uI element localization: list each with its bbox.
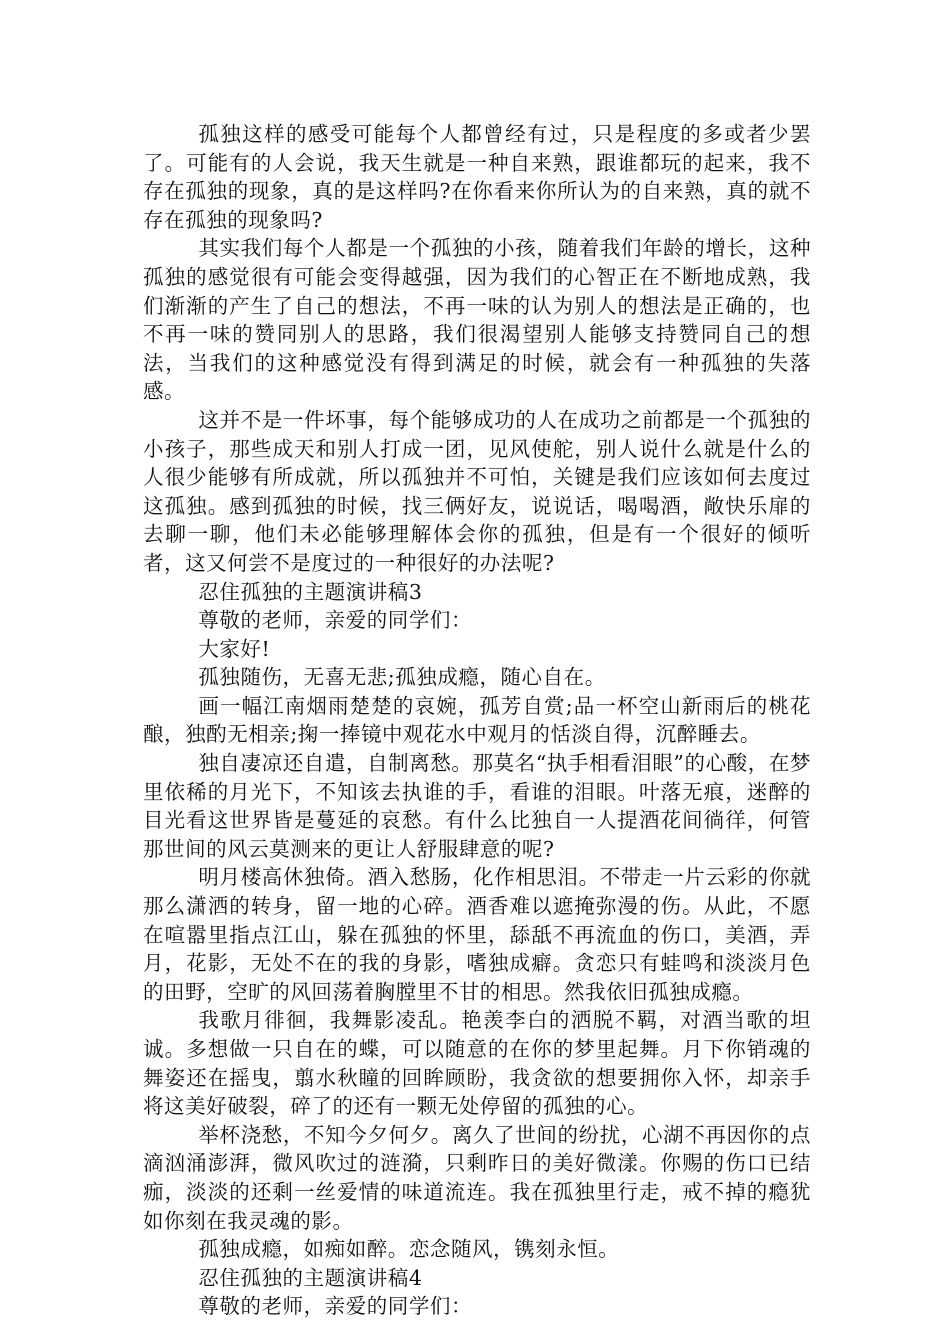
paragraph: 举杯浇愁，不知今夕何夕。离久了世间的纷扰，心湖不再因你的点滴汹涌澎湃，微风吹过的涟漪，只剩昨日的美好微漾。你赐的伤口已结痂，淡淡的还剩一丝爱情的味道流连。我在孤独里行走，戒不掉的瘾犹如你刻在我灵魂的影。 — [143, 1122, 811, 1233]
paragraph: 孤独随伤，无喜无悲;孤独成瘾，随心自在。 — [198, 665, 606, 690]
paragraph: 孤独这样的感受可能每个人都曾经有过，只是程度的多或者少罢了。可能有的人会说，我天生就是一种自来熟，跟谁都玩的起来，我不存在孤独的现象，真的是这样吗?在你看来你所认为的自来熟，真的就不存在孤独的现象吗? — [143, 122, 811, 232]
paragraph: 画一幅江南烟雨楚楚的哀婉，孤芳自赏;品一杯空山新雨后的桃花酿，独酌无相亲;掬一捧镜中观花水中观月的恬淡自得，沉醉睡去。 — [143, 693, 811, 747]
paragraph: 独自凄凉还自遣，自制离愁。那莫名“执手相看泪眼”的心酸，在梦里依稀的月光下，不知该去执谁的手，看谁的泪眼。叶落无痕，迷醉的目光看这世界皆是蔓延的哀愁。有什么比独自一人提酒花间徜徉，何管那世间的风云莫测来的更让人舒服肆意的呢? — [143, 751, 811, 861]
paragraph: 孤独成瘾，如痴如醉。恋念随风，镌刻永恒。 — [198, 1237, 620, 1262]
document-body — [143, 120, 811, 1321]
paragraph: 明月楼高休独倚。酒入愁肠，化作相思泪。不带走一片云彩的你就那么潇洒的转身，留一地的心碎。酒香难以遮掩弥漫的伤。从此，不愿在喧嚣里指点江山，躲在孤独的怀里，舔舐不再流血的伤口，美酒，弄月，花影，无处不在的我的身影，嗜独成癖。贪恋只有蛙鸣和淡淡月色的田野，空旷的风回荡着胸膛里不甘的相思。然我依旧孤独成瘾。 — [143, 865, 811, 1004]
salutation: 尊敬的老师，亲爱的同学们： — [198, 1294, 472, 1319]
speech-title: 忍住孤独的主题演讲稿3 — [198, 579, 423, 604]
paragraph: 我歌月徘徊，我舞影凌乱。艳羡李白的洒脱不羁，对酒当歌的坦诚。多想做一只自在的蝶，可以随意的在你的梦里起舞。月下你销魂的舞姿还在摇曳，翦水秋瞳的回眸顾盼，我贪欲的想要拥你入怀，却亲手将这美好破裂，碎了的还有一颗无处停留的孤独的心。 — [143, 1008, 811, 1119]
paragraph: 这并不是一件坏事，每个能够成功的人在成功之前都是一个孤独的小孩子，那些成天和别人打成一团，见风使舵，别人说什么就是什么的人很少能够有所成就，所以孤独并不可怕，关键是我们应该如何去度过这孤独。感到孤独的时候，找三俩好友，说说话，喝喝酒，敞快乐扉的去聊一聊，他们未必能够理解体会你的孤独，但是有一个很好的倾听者，这又何尝不是度过的一种很好的办法呢? — [143, 407, 811, 575]
paragraph: 其实我们每个人都是一个孤独的小孩，随着我们年龄的增长，这种孤独的感觉很有可能会变得越强，因为我们的心智正在不断地成熟，我们渐渐的产生了自己的想法，不再一味的认为别人的想法是正确的，也不再一味的赞同别人的思路，我们很渴望别人能够支持赞同自己的想法，当我们的这种感觉没有得到满足的时候，就会有一种孤独的失落感。 — [143, 236, 811, 404]
salutation: 尊敬的老师，亲爱的同学们： — [198, 608, 472, 633]
speech-title: 忍住孤独的主题演讲稿4 — [198, 1265, 423, 1290]
greeting: 大家好! — [198, 636, 271, 661]
